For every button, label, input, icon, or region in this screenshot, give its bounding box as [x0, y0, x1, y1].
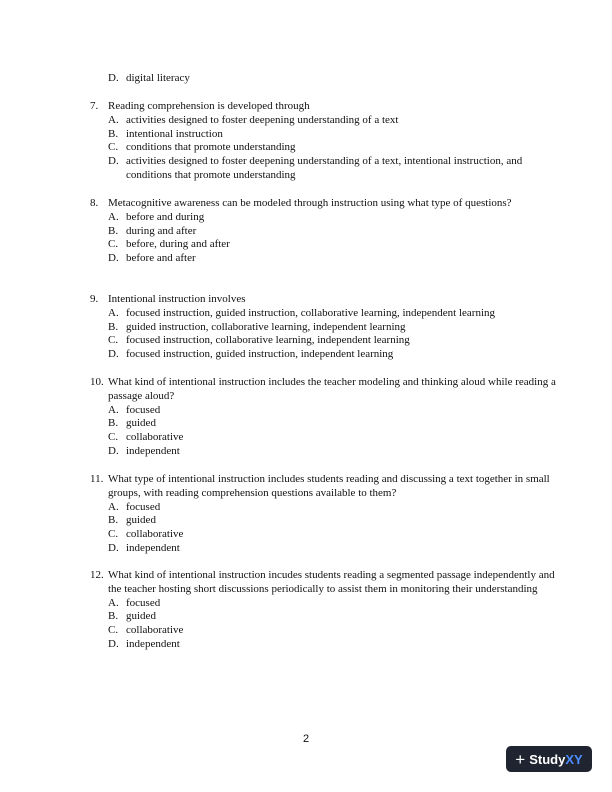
option-text: before and after — [126, 252, 196, 265]
answer-option — [90, 252, 560, 266]
answer-option — [90, 334, 560, 348]
question-11 — [90, 473, 560, 556]
option-text: focused — [126, 500, 161, 513]
option-letter: C. — [108, 624, 119, 637]
option-text: activities designed to foster deepening understanding of a text — [126, 113, 399, 126]
answer-option — [90, 514, 560, 528]
answer-option — [90, 155, 560, 183]
option-text: focused instruction, guided instruction, collaborative learning, independent learning — [126, 306, 496, 319]
answer-option — [90, 542, 560, 556]
question-text: What type of intentional instruction includes students reading and discussing a text together in small groups, with reading comprehension questions available to them? — [108, 473, 550, 499]
option-letter: B. — [108, 127, 119, 140]
option-text: before, during and after — [126, 238, 230, 251]
answer-option — [90, 211, 560, 225]
answer-option — [90, 528, 560, 542]
brand-prefix: Study — [529, 751, 566, 767]
answer-option — [90, 238, 560, 252]
question-10 — [90, 376, 560, 459]
option-text: focused instruction, guided instruction, independent learning — [126, 348, 394, 361]
option-text: guided — [126, 514, 156, 527]
option-text: before and during — [126, 210, 205, 223]
question-text: Reading comprehension is developed through — [108, 100, 310, 112]
question-text: What kind of intentional instruction includes the teacher modeling and thinking aloud while reading a passage aloud? — [108, 376, 556, 402]
page-number: 2 — [302, 733, 310, 745]
option-letter: D. — [108, 637, 119, 650]
option-letter: B. — [108, 417, 119, 430]
question-text: Metacognitive awareness can be modeled through instruction using what type of questions? — [108, 197, 512, 209]
option-letter: D. — [108, 155, 119, 168]
question-text: What kind of intentional instruction incudes students reading a segmented passage independently and the teacher hosting short discussions periodically to assist them in monitoring their understanding — [108, 569, 555, 595]
option-letter: D. — [108, 541, 119, 554]
option-letter: B. — [108, 610, 119, 623]
option-text: independent — [126, 637, 180, 650]
answer-option — [90, 624, 560, 638]
answer-option — [90, 417, 560, 431]
option-letter: A. — [108, 403, 119, 416]
answer-option — [90, 225, 560, 239]
answer-option — [90, 141, 560, 155]
option-text: collaborative — [126, 624, 184, 637]
option-letter: A. — [108, 210, 119, 223]
answer-option — [90, 114, 560, 128]
option-text: independent — [126, 541, 180, 554]
option-letter: D. — [108, 348, 119, 361]
answer-option — [90, 307, 560, 321]
answer-option — [90, 348, 560, 362]
question-9 — [90, 293, 560, 362]
option-letter: C. — [108, 238, 119, 251]
option-text: focused — [126, 403, 161, 416]
question-number: 7. — [90, 100, 99, 112]
question-text: Intentional instruction involves — [108, 293, 246, 305]
option-text: independent — [126, 444, 180, 457]
option-letter: C. — [108, 431, 119, 444]
studyxy-logo-badge[interactable] — [506, 746, 592, 772]
answer-option — [90, 72, 560, 86]
answer-option — [90, 445, 560, 459]
option-letter: D. — [108, 252, 119, 265]
option-letter: A. — [108, 500, 119, 513]
carryover-option — [90, 72, 560, 86]
option-text: collaborative — [126, 431, 184, 444]
question-8 — [90, 197, 560, 266]
option-letter: D. — [108, 72, 119, 84]
answer-option — [90, 321, 560, 335]
option-letter: B. — [108, 224, 119, 237]
answer-option — [90, 404, 560, 418]
question-number: 12. — [90, 569, 104, 581]
option-text: guided — [126, 417, 156, 430]
question-12 — [90, 569, 560, 652]
option-text: digital literacy — [126, 72, 190, 84]
question-number: 10. — [90, 376, 104, 388]
question-number: 8. — [90, 197, 99, 209]
option-letter: A. — [108, 596, 119, 609]
option-text: focused instruction, collaborative learning, independent learning — [126, 334, 410, 347]
option-letter: C. — [108, 334, 119, 347]
option-text: during and after — [126, 224, 197, 237]
question-number: 9. — [90, 293, 99, 305]
option-letter: A. — [108, 113, 119, 126]
answer-option — [90, 597, 560, 611]
answer-option — [90, 431, 560, 445]
answer-option — [90, 610, 560, 624]
option-text: activities designed to foster deepening understanding of a text, intentional instruction, and conditions that promote understanding — [126, 155, 523, 181]
question-7 — [90, 100, 560, 183]
option-letter: A. — [108, 306, 119, 319]
option-letter: C. — [108, 141, 119, 154]
option-text: intentional instruction — [126, 127, 223, 140]
question-number: 11. — [90, 473, 104, 485]
plus-icon: + — [515, 749, 526, 769]
option-text: focused — [126, 596, 161, 609]
option-text: conditions that promote understanding — [126, 141, 296, 154]
answer-option — [90, 638, 560, 652]
option-letter: D. — [108, 444, 119, 457]
option-text: guided instruction, collaborative learning, independent learning — [126, 320, 406, 333]
option-text: guided — [126, 610, 156, 623]
brand-suffix: XY — [565, 751, 583, 767]
option-letter: B. — [108, 514, 119, 527]
answer-option — [90, 501, 560, 515]
option-letter: B. — [108, 320, 119, 333]
answer-option — [90, 128, 560, 142]
option-text: collaborative — [126, 528, 184, 541]
option-letter: C. — [108, 528, 119, 541]
